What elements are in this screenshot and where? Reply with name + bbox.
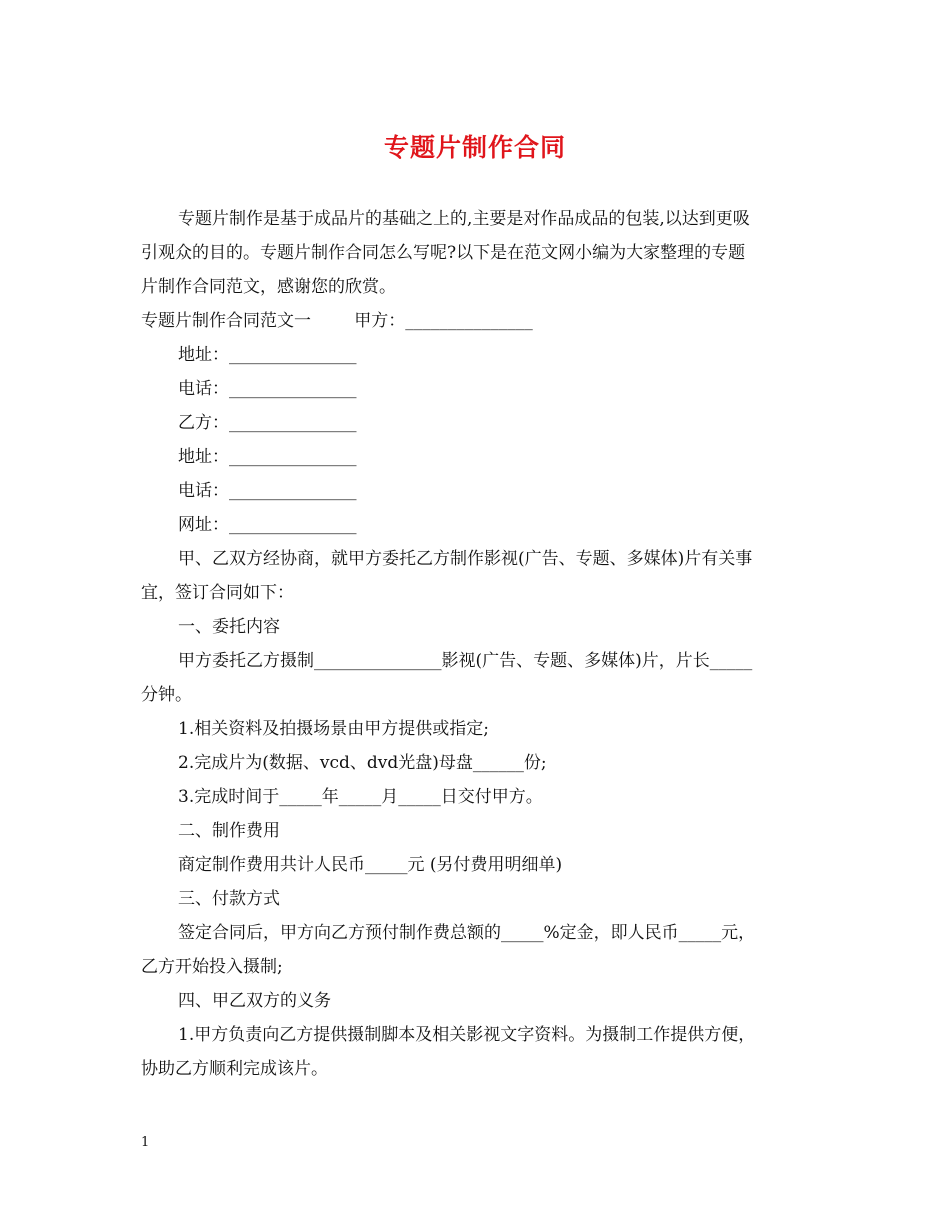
paragraph-line: 乙方：_______________ <box>178 413 357 433</box>
paragraph-line: 协助乙方顺利完成该片。 <box>141 1059 328 1079</box>
paragraph-line: 分钟。 <box>141 685 192 705</box>
paragraph-line: 片制作合同范文，感谢您的欣赏。 <box>141 277 396 297</box>
document-title: 专题片制作合同 <box>383 133 566 162</box>
paragraph-line: 商定制作费用共计人民币_____元 (另付费用明细单) <box>178 855 563 875</box>
paragraph-line: 2.完成片为(数据、vcd、dvd光盘)母盘______份; <box>178 753 547 773</box>
page-number: 1 <box>141 1135 150 1150</box>
document-body <box>141 202 813 1086</box>
paragraph-line: 签定合同后，甲方向乙方预付制作费总额的_____%定金，即人民币_____元， <box>178 923 756 943</box>
paragraph-line: 1.相关资料及拍摄场景由甲方提供或指定; <box>178 719 489 739</box>
paragraph-line: 一、委托内容 <box>178 617 280 637</box>
paragraph-line: 1.甲方负责向乙方提供摄制脚本及相关影视文字资料。为摄制工作提供方便， <box>178 1025 756 1045</box>
paragraph-line: 宜，签订合同如下： <box>141 583 294 603</box>
paragraph-line: 专题片制作合同范文一 甲方：_______________ <box>141 311 533 331</box>
paragraph-line: 3.完成时间于_____年_____月_____日交付甲方。 <box>178 787 543 807</box>
paragraph-line: 引观众的目的。专题片制作合同怎么写呢?以下是在范文网小编为大家整理的专题 <box>141 243 746 263</box>
paragraph-line: 甲、乙双方经协商，就甲方委托乙方制作影视(广告、专题、多媒体)片有关事 <box>178 549 753 569</box>
paragraph-line: 三、付款方式 <box>178 889 280 909</box>
paragraph-line: 网址：_______________ <box>178 515 357 535</box>
paragraph-line: 地址：_______________ <box>178 447 357 467</box>
paragraph-line: 电话：_______________ <box>178 481 357 501</box>
paragraph-line: 乙方开始投入摄制; <box>141 957 283 977</box>
paragraph-line: 专题片制作是基于成品片的基础之上的,主要是对作品成品的包装,以达到更吸 <box>178 209 750 229</box>
paragraph-line: 二、制作费用 <box>178 821 280 841</box>
paragraph-line: 四、甲乙双方的义务 <box>178 991 331 1011</box>
paragraph-line: 甲方委托乙方摄制_______________影视(广告、专题、多媒体)片，片长_____ <box>178 651 753 671</box>
paragraph-line: 电话：_______________ <box>178 379 357 399</box>
paragraph-line: 地址：_______________ <box>178 345 357 365</box>
